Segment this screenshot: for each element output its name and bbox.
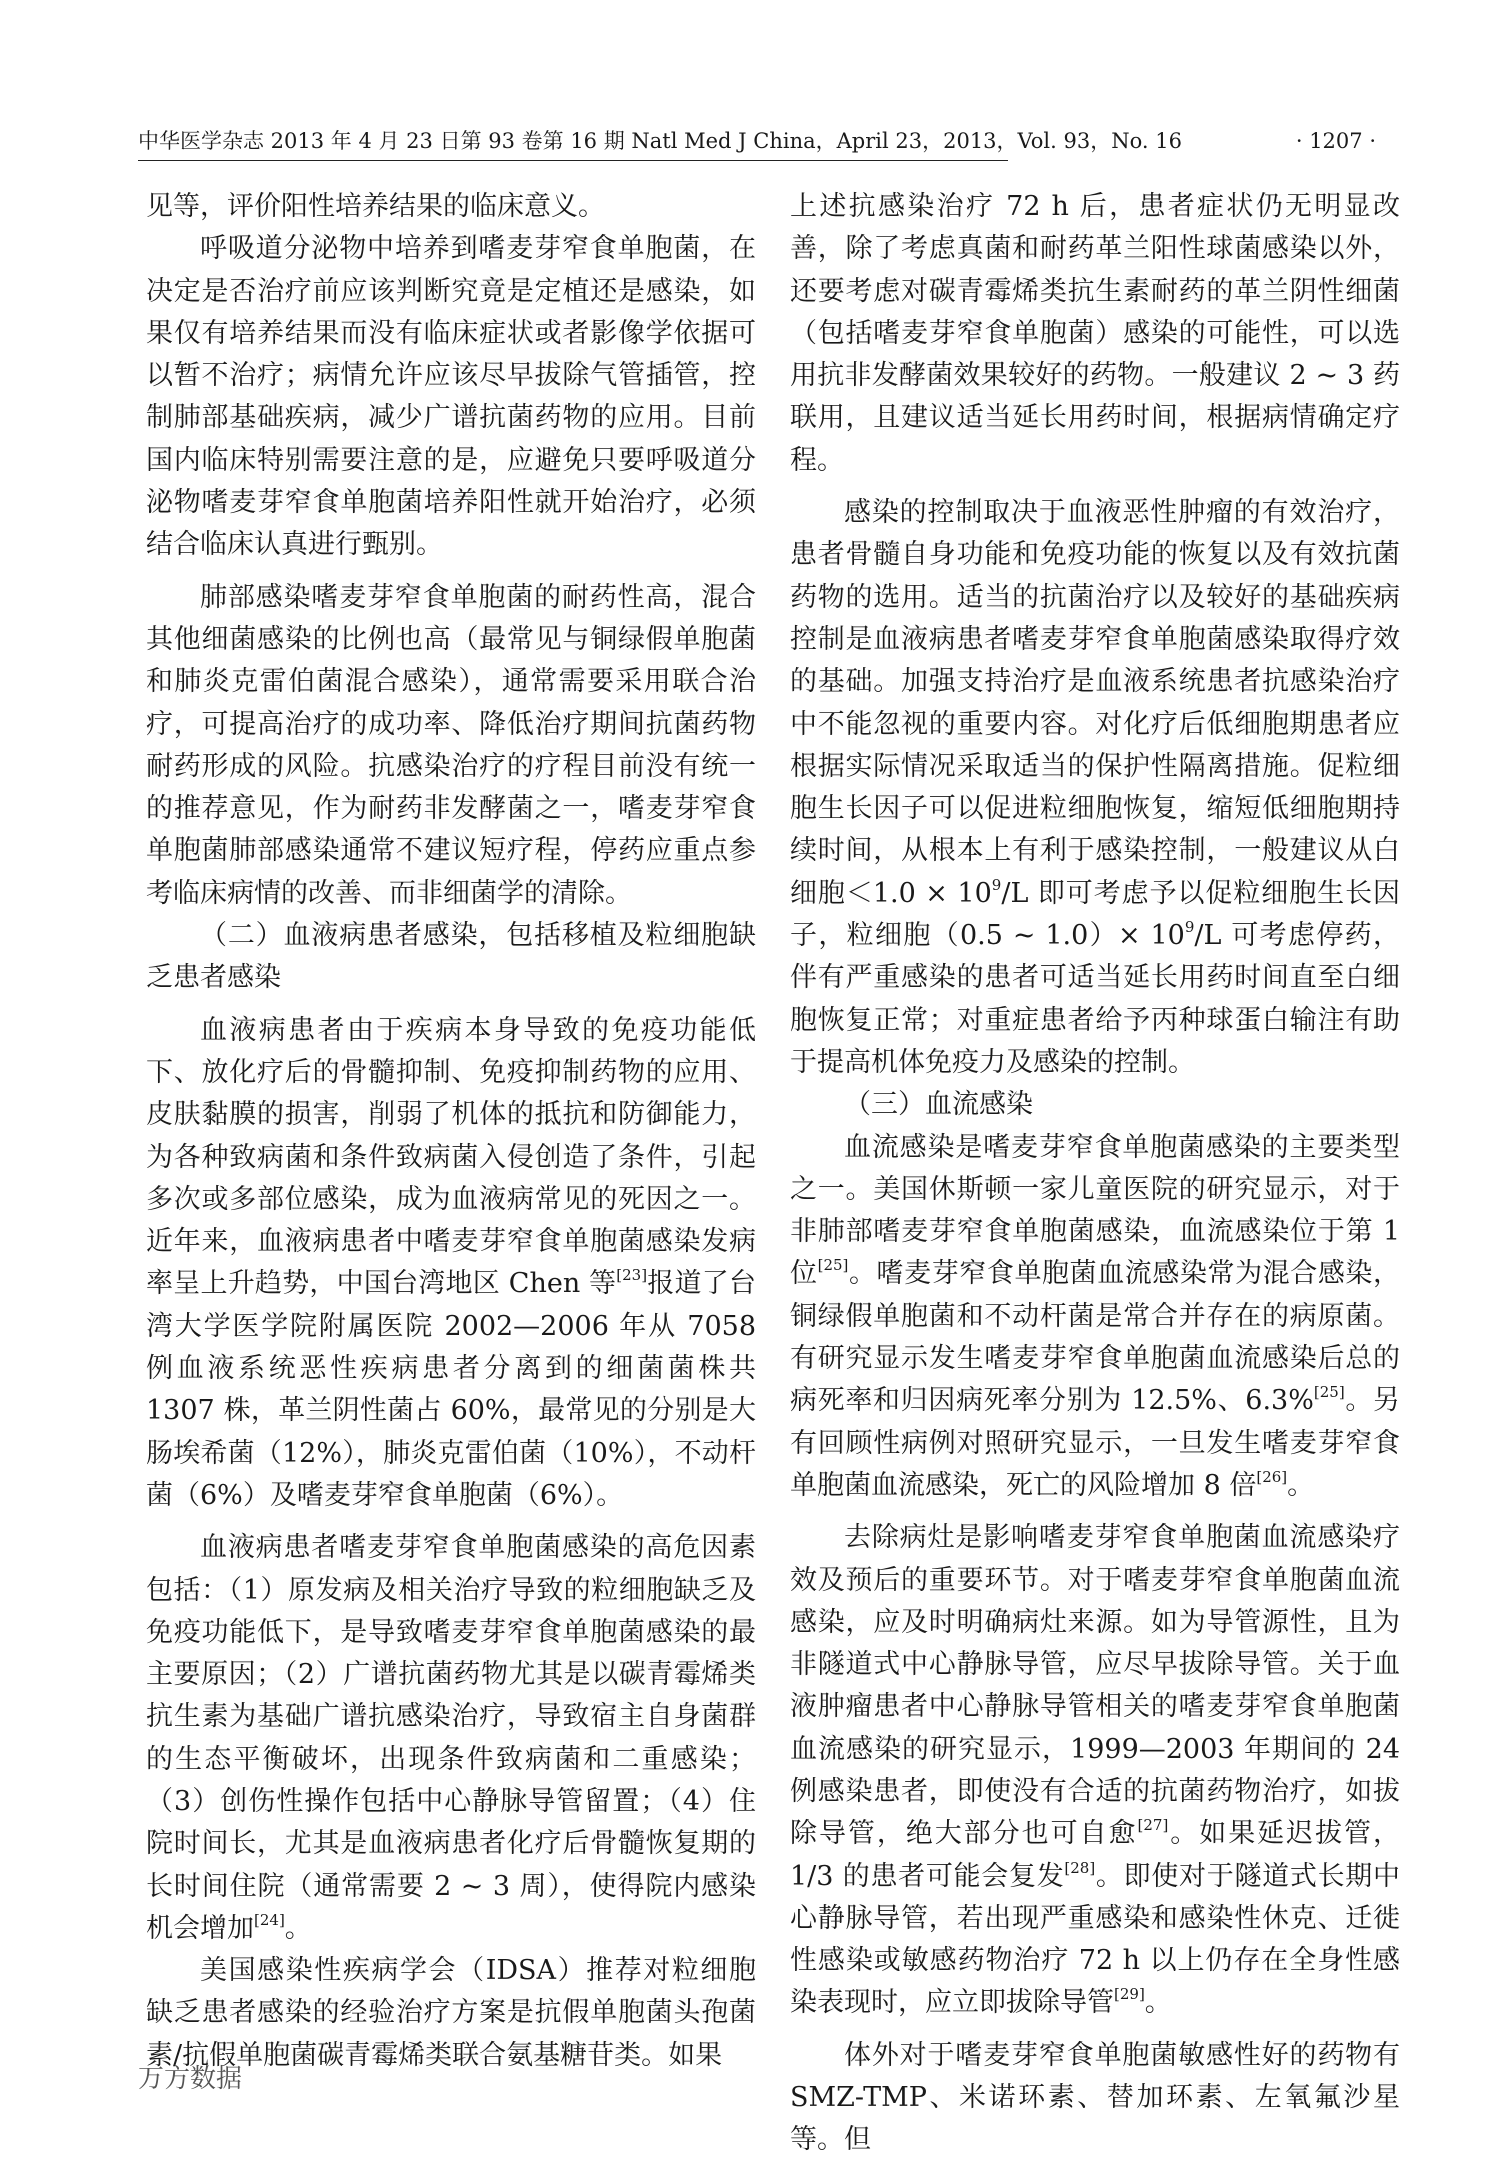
citation-ref[interactable]: [27] xyxy=(1137,1816,1169,1835)
paragraph: 去除病灶是影响嗜麦芽窄食单胞菌血流感染疗效及预后的重要环节。对于嗜麦芽窄食单胞菌血流感染，应及时明确病灶来源。如为导管源性，且为非隧道式中心静脉导管，应尽早拔除导管。关于血液肿瘤患者中心静脉导管相关的嗜麦芽窄食单胞菌血流感染的研究显示，1999—2003 年期间的 24 例感染患者，即使没有合适的抗菌药物治疗，如拔除导管，绝大部分也可自愈[27]。如果延迟拔管，1/3 的患者可能会复发[28]。即使对于隧道式长期中心静脉导管，若出现严重感染和感染性休克、迁徙性感染或敏感药物治疗 72 h 以上仍存在全身性感染表现时，应立即拔除导管[29]。 xyxy=(790,1522,1401,2019)
paragraph: 见等，评价阳性培养结果的临床意义。 xyxy=(146,191,605,222)
paragraph: 美国感染性疾病学会（IDSA）推荐对粒细胞缺乏患者感染的经验治疗方案是抗假单胞菌头孢菌素/抗假单胞菌碳青霉烯类联合氨基糖苷类。如果 xyxy=(146,1955,756,2071)
section-heading: （二）血液病患者感染，包括移植及粒细胞缺乏患者感染 xyxy=(146,920,756,994)
paragraph: 上述抗感染治疗 72 h 后，患者症状仍无明显改善，除了考虑真菌和耐药革兰阳性球菌感染以外，还要考虑对碳青霉烯类抗生素耐药的革兰阴性细菌（包括嗜麦芽窄食单胞菌）感染的可能性，可以选用抗非发酵菌效果较好的药物。一般建议 2 ~ 3 药联用，且建议适当延长用药时间，根据病情确定疗程。 xyxy=(790,191,1400,476)
page-number: · 1207 · xyxy=(1295,129,1376,153)
right-column xyxy=(790,186,1400,2162)
left-column xyxy=(146,186,756,2077)
citation-ref[interactable]: [24] xyxy=(254,1910,285,1929)
citation-ref[interactable]: [23] xyxy=(616,1266,648,1285)
paragraph: 血液病患者嗜麦芽窄食单胞菌感染的高危因素包括：（1）原发病及相关治疗导致的粒细胞缺乏及免疫功能低下，是导致嗜麦芽窄食单胞菌感染的最主要原因；（2）广谱抗菌药物尤其是以碳青霉烯类抗生素为基础广谱抗感染治疗，导致宿主自身菌群的生态平衡破坏，出现条件致病菌和二重感染；（3）创伤性操作包括中心静脉导管留置；（4）住院时间长，尤其是血液病患者化疗后骨髓恢复期的长时间住院（通常需要 2 ~ 3 周），使得院内感染机会增加[24]。 xyxy=(146,1532,756,1944)
running-header xyxy=(138,124,1376,158)
citation-ref[interactable]: [26] xyxy=(1256,1467,1288,1486)
citation-ref[interactable]: [25] xyxy=(817,1256,849,1275)
citation-ref[interactable]: [29] xyxy=(1114,1985,1145,2004)
paragraph: 体外对于嗜麦芽窄食单胞菌敏感性好的药物有 SMZ-TMP、米诺环素、替加环素、左氧氟沙星等。但 xyxy=(790,2039,1400,2156)
paragraph: 呼吸道分泌物中培养到嗜麦芽窄食单胞菌，在决定是否治疗前应该判断究竟是定植还是感染，如果仅有培养结果而没有临床症状或者影像学依据可以暂不治疗；病情允许应该尽早拔除气管插管，控制肺部基础疾病，减少广谱抗菌药物的应用。目前国内临床特别需要注意的是，应避免只要呼吸道分泌物嗜麦芽窄食单胞菌培养阳性就开始治疗，必须结合临床认真进行甄别。 xyxy=(146,233,756,561)
paragraph: 肺部感染嗜麦芽窄食单胞菌的耐药性高，混合其他细菌感染的比例也高（最常见与铜绿假单胞菌和肺炎克雷伯菌混合感染），通常需要采用联合治疗，可提高治疗的成功率、降低治疗期间抗菌药物耐药形成的风险。抗感染治疗的疗程目前没有统一的推荐意见，作为耐药非发酵菌之一，嗜麦芽窄食单胞菌肺部感染通常不建议短疗程，停药应重点参考临床病情的改善、而非细菌学的清除。 xyxy=(146,581,756,909)
watermark-footer: 万方数据 xyxy=(138,2064,243,2094)
paragraph: 感染的控制取决于血液恶性肿瘤的有效治疗，患者骨髓自身功能和免疫功能的恢复以及有效抗菌药物的选用。适当的抗菌治疗以及较好的基础疾病控制是血液病患者嗜麦芽窄食单胞菌感染取得疗效的基础。加强支持治疗是血液系统患者抗感染治疗中不能忽视的重要内容。对化疗后低细胞期患者应根据实际情况采取适当的保护性隔离措施。促粒细胞生长因子可以促进粒细胞恢复，缩短低细胞期持续时间，从根本上有利于感染控制，一般建议从白细胞$<1.0 \times 10^9/L$ 即可考虑予以促粒细胞生长因子，粒细胞（0.5 ~ $1.0)\times 10^9/L$ 可考虑停药，伴有严重感染的患者可适当延长用药时间直至白细胞恢复正常；对重症患者给予丙种球蛋白输注有助于提高机体免疫力及感染的控制。 xyxy=(790,497,1400,1078)
header-rule xyxy=(138,160,1008,161)
citation-ref[interactable]: [28] xyxy=(1064,1858,1096,1877)
paragraph: 血液病患者由于疾病本身导致的免疫功能低下、放化疗后的骨髓抑制、免疫抑制药物的应用、皮肤黏膜的损害，削弱了机体的抵抗和防御能力，为各种致病菌和条件致病菌入侵创造了条件，引起多次或多部位感染，成为血液病常见的死因之一。近年来，血液病患者中嗜麦芽窄食单胞菌感染发病率呈上升趋势，中国台湾地区 Chen 等[23]报道了台湾大学医学院附属医院 2002—2006 年从 7058 例血液系统恶性疾病患者分离到的细菌菌株共 1307 株，革兰阴性菌占 60%，最常见的分别是大肠埃希菌（12%），肺炎克雷伯菌（10%），不动杆菌（6%）及嗜麦芽窄食单胞菌（6%）。 xyxy=(146,1014,756,1511)
journal-citation: 中华医学杂志 2013 年 4 月 23 日第 93 卷第 16 期 Natl Med J China，April 23，2013，Vol. 93，No. 16 xyxy=(138,129,1182,153)
paragraph: 血流感染是嗜麦芽窄食单胞菌感染的主要类型之一。美国休斯顿一家儿童医院的研究显示，对于非肺部嗜麦芽窄食单胞菌感染，血流感染位于第 1 位[25]。嗜麦芽窄食单胞菌血流感染常为混合感染，铜绿假单胞菌和不动杆菌是常合并存在的病原菌。有研究显示发生嗜麦芽窄食单胞菌血流感染后总的病死率和归因病死率分别为 12.5%、6.3%[25]。另有回顾性病例对照研究显示，一旦发生嗜麦芽窄食单胞菌血流感染，死亡的风险增加 8 倍[26]。 xyxy=(790,1131,1401,1501)
section-heading: （三）血流感染 xyxy=(844,1089,1033,1121)
citation-ref[interactable]: [25] xyxy=(1313,1383,1345,1402)
